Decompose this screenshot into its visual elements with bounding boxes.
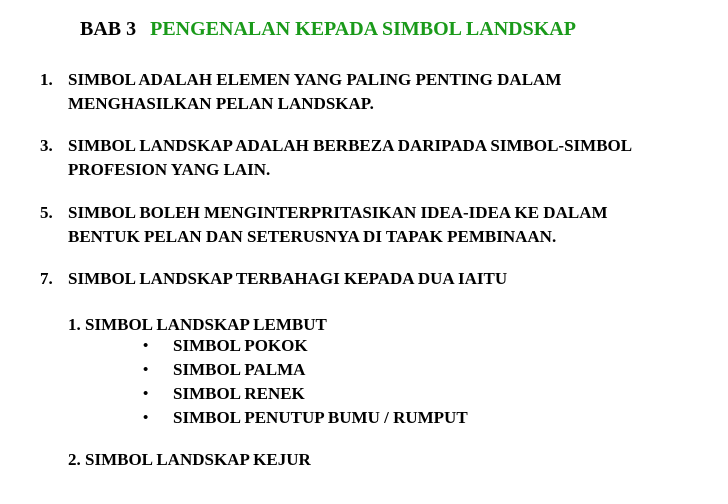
point-line: PROFESION YANG LAIN. (68, 160, 271, 179)
point-line: SIMBOL LANDSKAP TERBAHAGI KEPADA DUA IAITU (68, 269, 508, 288)
point-1 (40, 68, 720, 116)
chapter-heading: PENGENALAN KEPADA SIMBOL LANDSKAP (150, 18, 576, 40)
list-item (140, 406, 468, 430)
list-item (140, 334, 468, 358)
bullet-icon: • (143, 338, 149, 354)
soft-landscape-list (140, 334, 468, 430)
list-item (140, 382, 468, 406)
point-line: SIMBOL LANDSKAP ADALAH BERBEZA DARIPADA SIMBOL-SIMBOL (68, 136, 633, 155)
point-number: 3. (40, 136, 53, 155)
point-number: 1. (40, 70, 53, 89)
point-line: BENTUK PELAN DAN SETERUSNYA DI TAPAK PEMBINAAN. (68, 227, 557, 246)
point-line: SIMBOL BOLEH MENGINTERPRITASIKAN IDEA-IDEA KE DALAM (68, 203, 608, 222)
point-3 (40, 134, 720, 182)
point-number: 7. (40, 269, 53, 288)
soft-landscape-label: 1. SIMBOL LANDSKAP LEMBUT (68, 315, 327, 334)
chapter-label: BAB 3 (80, 18, 137, 40)
point-line: MENGHASILKAN PELAN LANDSKAP. (68, 94, 374, 113)
list-item-label: SIMBOL PALMA (173, 360, 306, 379)
list-item-label: SIMBOL PENUTUP BUMU / RUMPUT (173, 408, 468, 427)
point-5 (40, 201, 720, 249)
list-item-label: SIMBOL RENEK (173, 384, 305, 403)
bullet-icon: • (143, 386, 149, 402)
point-number: 5. (40, 203, 53, 222)
point-7 (40, 267, 720, 291)
slide-title (80, 14, 576, 44)
hard-landscape-label: 2. SIMBOL LANDSKAP KEJUR (68, 450, 311, 469)
bullet-icon: • (143, 362, 149, 378)
list-item-label: SIMBOL POKOK (173, 336, 308, 355)
bullet-icon: • (143, 410, 149, 426)
point-line: SIMBOL ADALAH ELEMEN YANG PALING PENTING DALAM (68, 70, 562, 89)
list-item (140, 358, 468, 382)
